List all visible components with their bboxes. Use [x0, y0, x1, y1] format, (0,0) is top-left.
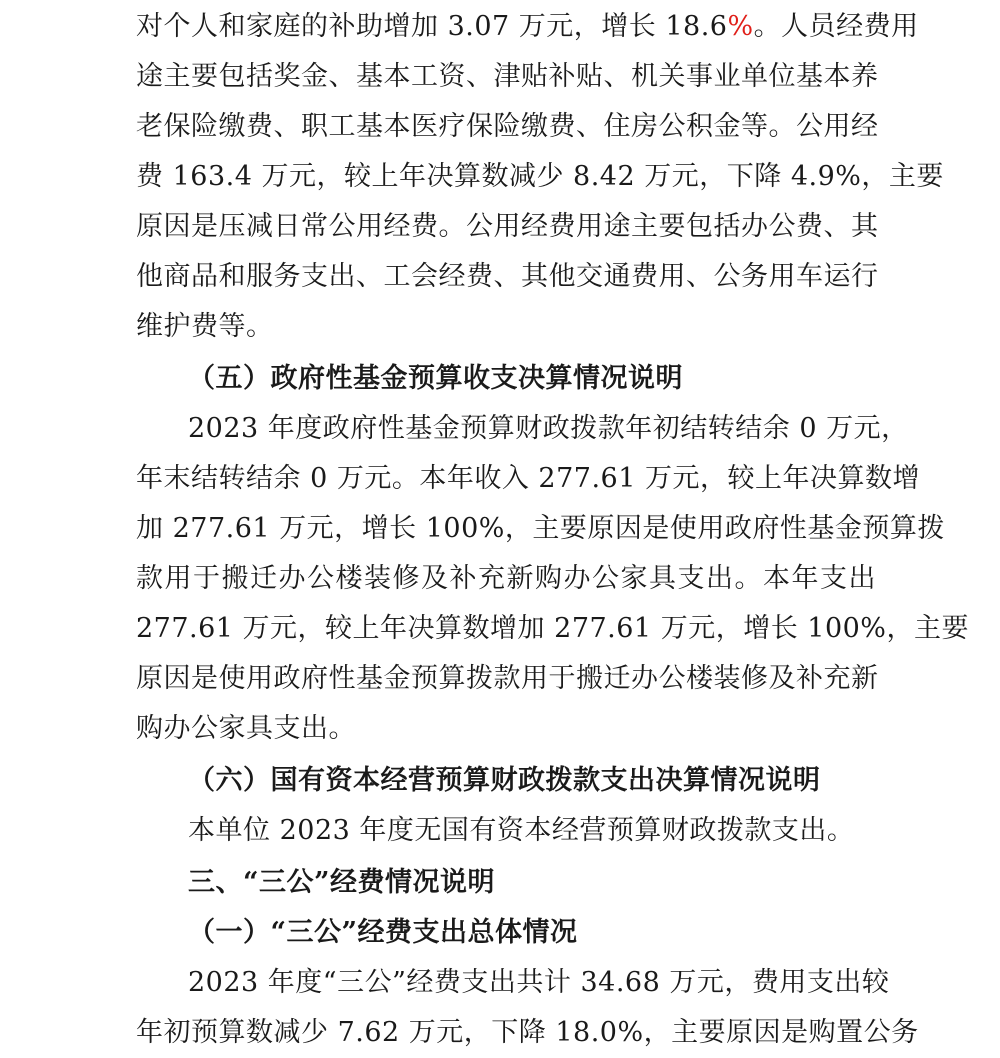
text-line: 他商品和服务支出、工会经费、其他交通费用、公务用车运行 [136, 261, 879, 292]
text-line: 2023 年度政府性基金预算财政拨款年初结转结余 0 万元， [188, 413, 909, 444]
text-line: 老保险缴费、职工基本医疗保险缴费、住房公积金等。公用经 [136, 111, 879, 142]
section-heading: （五）政府性基金预算收支决算情况说明 [188, 363, 683, 394]
text-line: 2023 年度“三公”经费支出共计 34.68 万元，费用支出较 [188, 967, 890, 998]
text-line: 年末结转结余 0 万元。本年收入 277.61 万元，较上年决算数增 [136, 463, 920, 494]
text-line: 277.61 万元，较上年决算数增加 277.61 万元，增长 100%，主要 [136, 613, 969, 644]
text-run: 对个人和家庭的补助增加 3.07 万元，增长 18.6 [136, 11, 728, 42]
chapter-heading: 三、“三公”经费情况说明 [188, 867, 496, 898]
text-line: 加 277.61 万元，增长 100%，主要原因是使用政府性基金预算拨 [136, 513, 945, 544]
text-line: 年初预算数减少 7.62 万元，下降 18.0%，主要原因是购置公务 [136, 1017, 919, 1048]
section-heading: （六）国有资本经营预算财政拨款支出决算情况说明 [188, 765, 821, 796]
text-line: 维护费等。 [136, 311, 274, 342]
section-heading: （一）“三公”经费支出总体情况 [188, 917, 578, 948]
text-line: 原因是使用政府性基金预算拨款用于搬迁办公楼装修及补充新 [136, 663, 879, 694]
text-line: 本单位 2023 年度无国有资本经营预算财政拨款支出。 [188, 815, 855, 846]
text-line: 购办公家具支出。 [136, 713, 356, 744]
text-line [136, 2, 919, 52]
text-run: 。人员经费用 [753, 11, 919, 42]
text-line: 款用于搬迁办公楼装修及补充新购办公家具支出。本年支出 [136, 563, 876, 594]
text-line: 途主要包括奖金、基本工资、津贴补贴、机关事业单位基本养 [136, 61, 879, 92]
highlighted-percent: % [727, 11, 754, 42]
text-line: 费 163.4 万元，较上年决算数减少 8.42 万元，下降 4.9%，主要 [136, 161, 944, 192]
text-line: 原因是压减日常公用经费。公用经费用途主要包括办公费、其 [136, 211, 879, 242]
